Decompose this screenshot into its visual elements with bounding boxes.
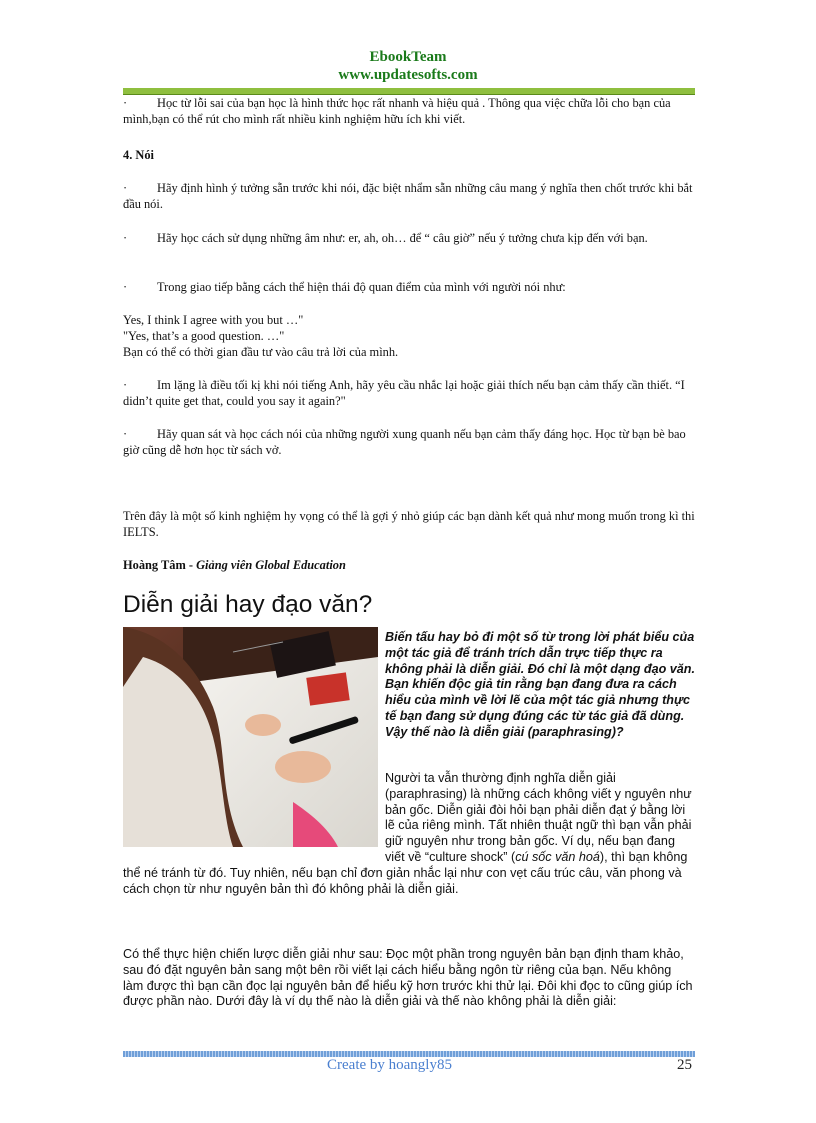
bullet: ·: [123, 378, 128, 392]
bullet: ·: [123, 181, 128, 195]
article-paragraph-1: [123, 771, 695, 897]
header-url[interactable]: www.updatesofts.com: [338, 67, 478, 83]
bullet: ·: [123, 280, 128, 294]
footer-credit: Create by hoangly85: [327, 1057, 452, 1073]
article-paragraph-2: Có thể thực hiện chiến lược diễn giải như sau: Đọc một phần trong nguyên bản bạn định tham khảo, sau đó đặt nguyên bản sang một bên rồi viết lại cách hiểu bằng ngôn từ riêng của bạn. Nếu không làm được thì bạn cần đọc lại nguyên bản để hiểu kỹ hơn trước khi thử lại. Đôi khi đọc to cũng giúp ích được phần nào. Dưới đây là ví dụ thế nào là diễn giải và thế nào không phải là diễn giải:: [123, 947, 693, 1009]
list-item-text: Trong giao tiếp bằng cách thể hiện thái độ quan điểm của mình với người nói như:: [157, 280, 566, 294]
bullet: ·: [123, 231, 128, 245]
list-item-text: Hãy định hình ý tưởng sẵn trước khi nói, đặc biệt nhẩm sẵn những câu mang ý nghĩa then chốt trước khi bắt đầu nói.: [123, 181, 693, 211]
quote-line: Yes, I think I agree with you but …": [123, 313, 304, 327]
intro-paragraph: [123, 95, 695, 127]
author-name: Hoàng Tâm: [123, 558, 186, 572]
list-item-text: Hãy quan sát và học cách nói của những người xung quanh nếu bạn cảm thấy đáng học. Học từ bạn bè bao giờ cũng dễ hơn học từ sách vở.: [123, 427, 686, 457]
article-title: Diễn giải hay đạo văn?: [123, 591, 373, 618]
list-item: [123, 230, 695, 246]
list-item: [123, 180, 695, 212]
list-item-text: Hãy học cách sử dụng những âm như: er, ah, oh… để “ câu giờ” nếu ý tưởng chưa kịp đến với bạn.: [157, 231, 648, 245]
quote-line: Bạn có thể có thời gian đầu tư vào câu trả lời của mình.: [123, 345, 399, 359]
page-number: 25: [677, 1057, 692, 1073]
list-item: [123, 377, 695, 409]
paragraph-italic: cú sốc văn hoá: [515, 849, 600, 864]
intro-text: Học từ lỗi sai của bạn học là hình thức học rất nhanh và hiệu quả . Thông qua việc chữa lỗi cho bạn của mình,bạn có thể rút cho mình rất nhiều kinh nghiệm hữu ích khi viết.: [123, 96, 671, 126]
paragraph-text-end: ), thì bạn không thể né tránh từ đó. Tuy nhiên, nếu bạn chỉ đơn giản nhắc lại như con vẹt cấu trúc câu, văn phong và cách chọn từ như nguyên bản thì đó không phải là diễn giải.: [123, 849, 688, 896]
float-spacer: [123, 771, 385, 851]
quote-line: "Yes, that’s a good question. …": [123, 329, 285, 343]
list-item: [123, 279, 695, 295]
author-separator: -: [185, 558, 197, 572]
author-line: [123, 557, 695, 573]
article-lead: Biến tấu hay bỏ đi một số từ trong lời phát biểu của một tác giả để tránh trích dẫn trực tiếp thực ra không phải là diễn giải. Đó chỉ là một dạng đạo văn. Bạn khiến độc giả tin rằng bạn đang đưa ra cách hiểu của mình về lời lẽ của một tác giả nhưng thực tế bạn đang sử dụng đúng các từ tác giả đã dùng. Vậy thế nào là diễn giải (paraphrasing)?: [385, 630, 695, 739]
list-item: [123, 426, 695, 458]
header-rule: [123, 88, 695, 95]
bullet: ·: [123, 427, 128, 441]
header-title: EbookTeam: [369, 49, 447, 65]
conclusion-paragraph: Trên đây là một số kinh nghiệm hy vọng có thể là gợi ý nhỏ giúp các bạn dành kết quả như mong muốn trong kì thi IELTS.: [123, 509, 695, 539]
quote-block: [123, 312, 695, 360]
bullet: ·: [123, 96, 128, 110]
author-role: Giảng viên Global Education: [196, 558, 346, 572]
list-item-text: Im lặng là điều tối kị khi nói tiếng Anh, hãy yêu cầu nhắc lại hoặc giải thích nếu bạn cảm thấy cần thiết. “I didn’t quite get that, could you say it again?": [123, 378, 685, 408]
section-heading: 4. Nói: [123, 148, 154, 162]
paragraph-text: Người ta vẫn thường định nghĩa diễn giải (paraphrasing) là những cách không viết y nguyên như bản gốc. Diễn giải đòi hỏi bạn phải diễn đạt ý bằng lời lẽ của riêng mình. Tất nhiên thuật ngữ thì bạn vẫn phải giữ nguyên như trong bản gốc. Ví dụ, nếu bạn đang viết về “culture shock” (: [385, 771, 692, 864]
